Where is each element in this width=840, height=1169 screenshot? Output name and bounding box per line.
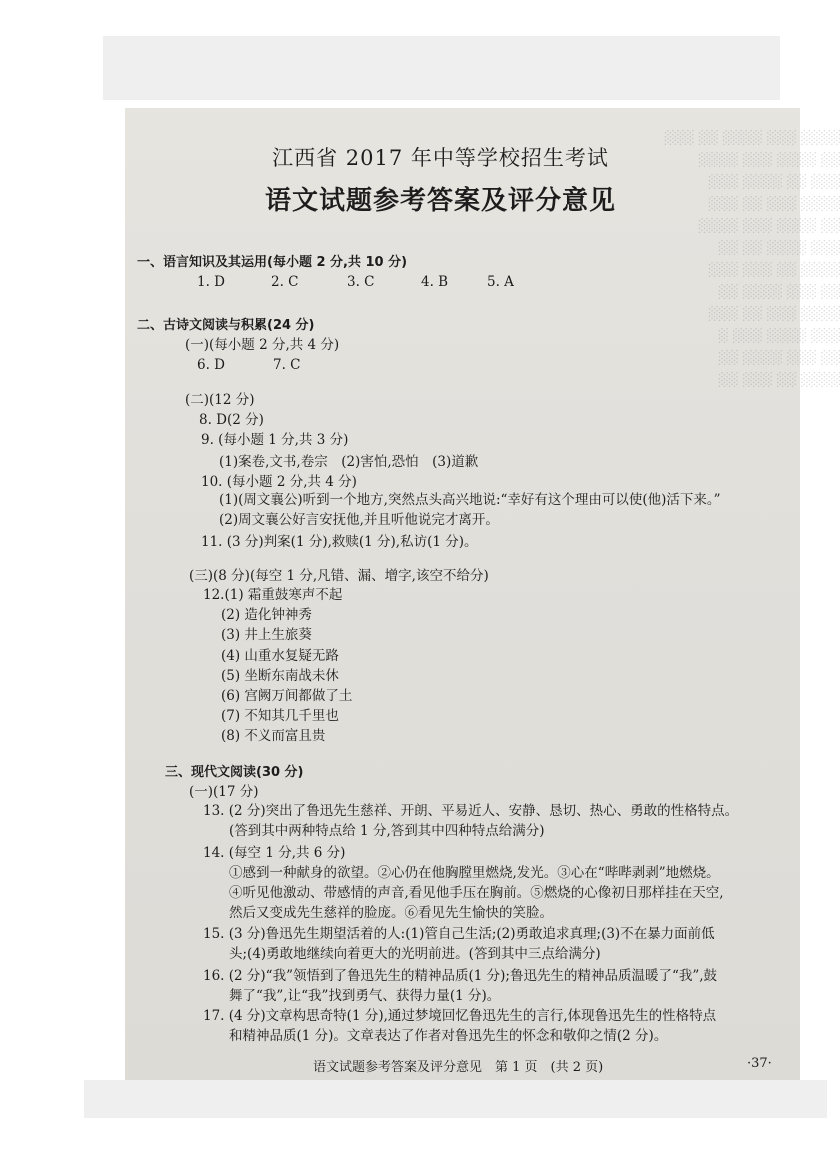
answer-12-5: (5) 坐断东南战未休	[221, 668, 339, 684]
answer-15-line-2: 头;(4)勇敢地继续向着更大的光明前进。(答到其中三点给满分)	[229, 946, 601, 962]
question-9: 9. (每小题 1 分,共 3 分)	[201, 432, 349, 448]
answer-12-4: (4) 山重水复疑无路	[221, 648, 339, 664]
section-1-heading: 一、语言知识及其运用(每小题 2 分,共 10 分)	[137, 255, 408, 270]
answer-13: 13. (2 分)突出了鲁迅先生慈祥、开朗、平易近人、安静、恳切、热心、勇敢的性格特点。	[203, 803, 739, 819]
answer-17-line-1: 17. (4 分)文章构思奇特(1 分),通过梦境回忆鲁迅先生的言行,体现鲁迅先生的性格特点	[203, 1008, 717, 1024]
question-14: 14. (每空 1 分,共 6 分)	[203, 845, 346, 861]
document-title: 语文试题参考答案及评分意见	[264, 186, 616, 216]
answer-12-7: (7) 不知其几千里也	[221, 708, 339, 724]
answer-10-2: (2)周文襄公好言安抚他,并且听他说完才离开。	[219, 512, 499, 528]
bottom-margin-band	[84, 1080, 827, 1118]
answer-12-2: (2) 造化钟神秀	[221, 607, 312, 623]
answer-16-line-1: 16. (2 分)“我”领悟到了鲁迅先生的精神品质(1 分);鲁迅先生的精神品质温暖了“我”,鼓	[203, 968, 718, 984]
answer-4: 4. B	[421, 274, 449, 290]
answer-14-line-3: 然后又变成先生慈祥的脸庞。⑥看见先生愉快的笑脸。	[229, 905, 553, 921]
answer-12-6: (6) 宫阙万间都做了土	[221, 688, 353, 704]
answer-2: 2. C	[271, 274, 299, 290]
top-margin-band	[103, 36, 780, 100]
bleed-through-text: ░░░░ ░░░ ░░░░ ░░ ░░░ ░░ ░░░░ ░░░ ░░░░ ░░░ ░░ ░░░░ ░░░ ░░░░ ░░░ ░░ ░░░ ░░ ░░░░ ░░░ ░░░░ ░░░ ░░░░ ░░ ░░ ░░░░ ░░ ░░░ ░░░ ░░ ░░░ ░░░░ ░░ ░░░░ ░░░ ░░ ░░░ ░░░ ░░░░ ░░░ ░ ░░ ░░░ ░░░░ ░░ ░░░░ ░░ ░░░ ░░	[663, 131, 840, 388]
answer-sheet-page	[125, 108, 840, 1080]
part-2-3-heading: (三)(8 分)(每空 1 分,凡错、漏、增字,该空不给分)	[189, 568, 489, 584]
page-number: ·37·	[747, 1056, 772, 1071]
answer-17-line-2: 和精神品质(1 分)。文章表达了作者对鲁迅先生的怀念和敬仰之情(2 分)。	[229, 1028, 668, 1044]
answer-14-line-1: ①感到一种献身的欲望。②心仍在他胸膛里燃烧,发光。③心在“哔哔剥剥”地燃烧。	[229, 865, 720, 881]
answer-8: 8. D(2 分)	[199, 412, 264, 428]
section-3-heading: 三、现代文阅读(30 分)	[165, 765, 304, 780]
answer-10-1: (1)(周文襄公)听到一个地方,突然点头高兴地说:“幸好有这个理由可以使(他)活下来。”	[219, 492, 721, 508]
answer-15-line-1: 15. (3 分)鲁迅先生期望活着的人:(1)管自己生活;(2)勇敢追求真理;(3)不在暴力面前低	[203, 926, 715, 942]
answer-12-3: (3) 井上生旅葵	[221, 627, 312, 643]
part-2-1-heading: (一)(每小题 2 分,共 4 分)	[185, 337, 340, 353]
answer-3: 3. C	[347, 274, 375, 290]
answer-13-note: (答到其中两种特点给 1 分,答到其中四种特点给满分)	[229, 823, 545, 839]
question-10: 10. (每小题 2 分,共 4 分)	[201, 474, 357, 490]
exam-title: 江西省 2017 年中等学校招生考试	[272, 146, 609, 170]
answer-12-8: (8) 不义而富且贵	[221, 728, 326, 744]
answer-1: 1. D	[197, 274, 225, 290]
page-footer: 语文试题参考答案及评分意见 第 1 页 (共 2 页)	[313, 1060, 604, 1075]
section-2-heading: 二、古诗文阅读与积累(24 分)	[137, 318, 315, 333]
answer-16-line-2: 舞了“我”,让“我”找到勇气、获得力量(1 分)。	[229, 988, 501, 1004]
answer-6: 6. D	[197, 357, 225, 373]
part-2-2-heading: (二)(12 分)	[185, 392, 255, 408]
answer-7: 7. C	[273, 357, 301, 373]
answer-9: (1)案卷,文书,卷宗 (2)害怕,恐怕 (3)道歉	[219, 454, 479, 470]
answer-5: 5. A	[487, 274, 514, 290]
answer-14-line-2: ④听见他激动、带感情的声音,看见他手压在胸前。⑤燃烧的心像初日那样挂在天空,	[229, 885, 724, 901]
part-3-1-heading: (一)(17 分)	[189, 784, 259, 800]
answer-12-1: 12.(1) 霜重鼓寒声不起	[203, 587, 343, 603]
answer-11: 11. (3 分)判案(1 分),救赎(1 分),私访(1 分)。	[201, 534, 478, 550]
